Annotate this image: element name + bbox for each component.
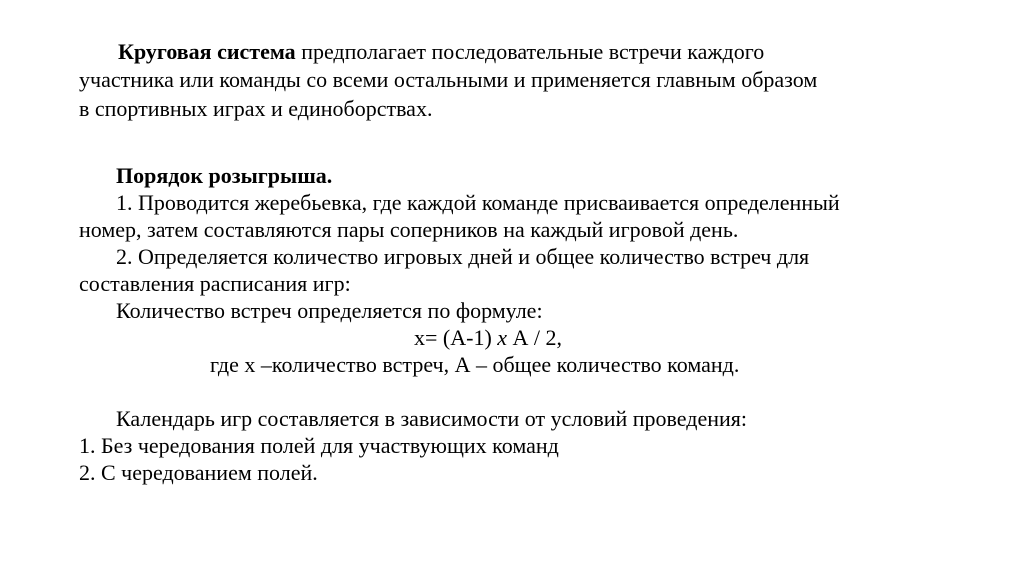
calendar-item-1: 1. Без чередования полей для участвующих команд	[79, 433, 559, 458]
calendar-intro: Календарь игр составляется в зависимости от условий проведения:	[116, 406, 748, 431]
intro-line-1	[118, 38, 764, 65]
formula: x= (А-1) x А / 2,	[414, 325, 563, 350]
formula-legend: где x –количество встреч, А – общее количество команд.	[210, 352, 740, 377]
calendar-item-2: 2. С чередованием полей.	[79, 460, 318, 485]
step-2-line-2: составления расписания игр:	[79, 271, 351, 296]
intro-line-3: в спортивных играх и единоборствах.	[79, 96, 433, 121]
intro-line-1-text: предполагает последовательные встречи каждого	[295, 39, 765, 64]
step-1-line-1: 1. Проводится жеребьевка, где каждой команде присваивается определенный	[116, 190, 840, 215]
procedure-heading: Порядок розыгрыша.	[116, 163, 333, 188]
step-1-line-2: номер, затем составляются пары соперников на каждый игровой день.	[79, 217, 739, 242]
formula-italic-x: x	[497, 325, 508, 350]
formula-intro: Количество встреч определяется по формуле:	[116, 298, 543, 323]
step-2-line-1: 2. Определяется количество игровых дней и общее количество встреч для	[116, 244, 810, 269]
intro-term: Круговая система	[118, 39, 296, 64]
intro-line-2: участника или команды со всеми остальными и применяется главным образом	[79, 67, 818, 92]
